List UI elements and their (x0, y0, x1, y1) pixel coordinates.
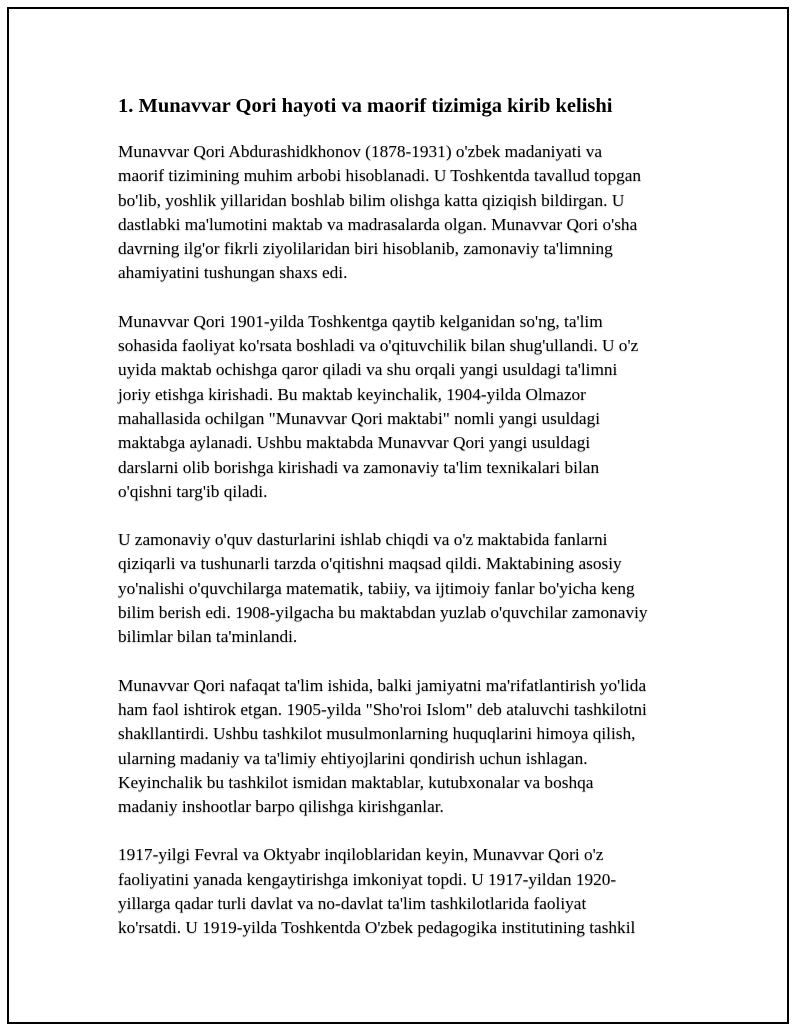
text-line: ham faol ishtirok etgan. 1905-yilda "Sho'roi Islom" deb ataluvchi tashkilotni (118, 699, 647, 719)
document-content (118, 92, 690, 965)
text-line: davrning ilg'or fikrli ziyolilaridan biri hisoblanib, zamonaviy ta'limning (118, 239, 613, 259)
text-line: madaniy inshootlar barpo qilishga kirishganlar. (118, 797, 444, 817)
text-line: 1917-yilgi Fevral va Oktyabr inqiloblaridan keyin, Munavvar Qori o'z (118, 845, 604, 865)
section-title: 1. Munavvar Qori hayoti va maorif tizimiga kirib kelishi (118, 95, 613, 117)
paragraph-2 (118, 310, 690, 504)
paragraph-3 (118, 528, 690, 649)
text-line: Munavvar Qori nafaqat ta'lim ishida, balki jamiyatni ma'rifatlantirish yo'lida (118, 675, 647, 695)
text-line: shakllantirdi. Ushbu tashkilot musulmonlarning huquqlarini himoya qilish, (118, 724, 636, 744)
text-line: faoliyatini yanada kengaytirishga imkoniyat topdi. U 1917-yildan 1920- (118, 869, 617, 889)
text-line: Munavvar Qori Abdurashidkhonov (1878-1931) o'zbek madaniyati va (118, 142, 603, 161)
text-line: bilim berish edi. 1908-yilgacha bu maktabdan yuzlab o'quvchilar zamonaviy (118, 603, 648, 623)
text-line: maktabga aylanadi. Ushbu maktabda Munavvar Qori yangi usuldagi (118, 433, 591, 453)
paragraph-4 (118, 674, 690, 820)
text-line: yillarga qadar turli davlat va no-davlat ta'lim tashkilotlarida faoliyat (118, 894, 587, 914)
text-line: maorif tizimining muhim arbobi hisoblanadi. U Toshkentda tavallud topgan (118, 166, 642, 186)
paragraphs (118, 140, 690, 941)
text-line: ahamiyatini tushungan shaxs edi. (118, 263, 348, 283)
text-line: Munavvar Qori 1901-yilda Toshkentga qaytib kelganidan so'ng, ta'lim (118, 311, 603, 331)
paragraph-5 (118, 843, 690, 940)
text-line: uyida maktab ochishga qaror qiladi va shu orqali yangi usuldagi ta'limni (118, 360, 618, 380)
text-line: qiziqarli va tushunarli tarzda o'qitishni maqsad qildi. Maktabining asosiy (118, 554, 622, 574)
text-line: dastlabki ma'lumotini maktab va madrasalarda olgan. Munavvar Qori o'sha (118, 214, 638, 234)
text-line: o'qishni targ'ib qiladi. (118, 481, 268, 501)
text-line: mahallasida ochilgan "Munavvar Qori maktabi" nomli yangi usuldagi (118, 408, 601, 428)
text-line: sohasida faoliyat ko'rsata boshladi va o'qituvchilik bilan shug'ullandi. U o'z (118, 336, 639, 356)
paragraph-1 (118, 140, 690, 286)
text-line: joriy etishga kirishadi. Bu maktab keyinchalik, 1904-yilda Olmazor (118, 384, 586, 404)
text-line: U zamonaviy o'quv dasturlarini ishlab chiqdi va o'z maktabida fanlarni (118, 530, 608, 550)
text-line: ko'rsatdi. U 1919-yilda Toshkentda O'zbek pedagogika institutining tashkil (118, 918, 636, 938)
text-line: Keyinchalik bu tashkilot ismidan maktablar, kutubxonalar va boshqa (118, 772, 594, 792)
text-line: ularning madaniy va ta'limiy ehtiyojlarini qondirish uchun ishlagan. (118, 748, 588, 768)
text-line: yo'nalishi o'quvchilarga matematik, tabiiy, va ijtimoiy fanlar bo'yicha keng (118, 578, 635, 598)
text-line: darslarni olib borishga kirishadi va zamonaviy ta'lim texnikalari bilan (118, 457, 600, 477)
text-line: bilimlar bilan ta'minlandi. (118, 627, 298, 647)
text-line: bo'lib, yoshlik yillaridan boshlab bilim olishga katta qiziqish bildirgan. U (118, 190, 625, 210)
